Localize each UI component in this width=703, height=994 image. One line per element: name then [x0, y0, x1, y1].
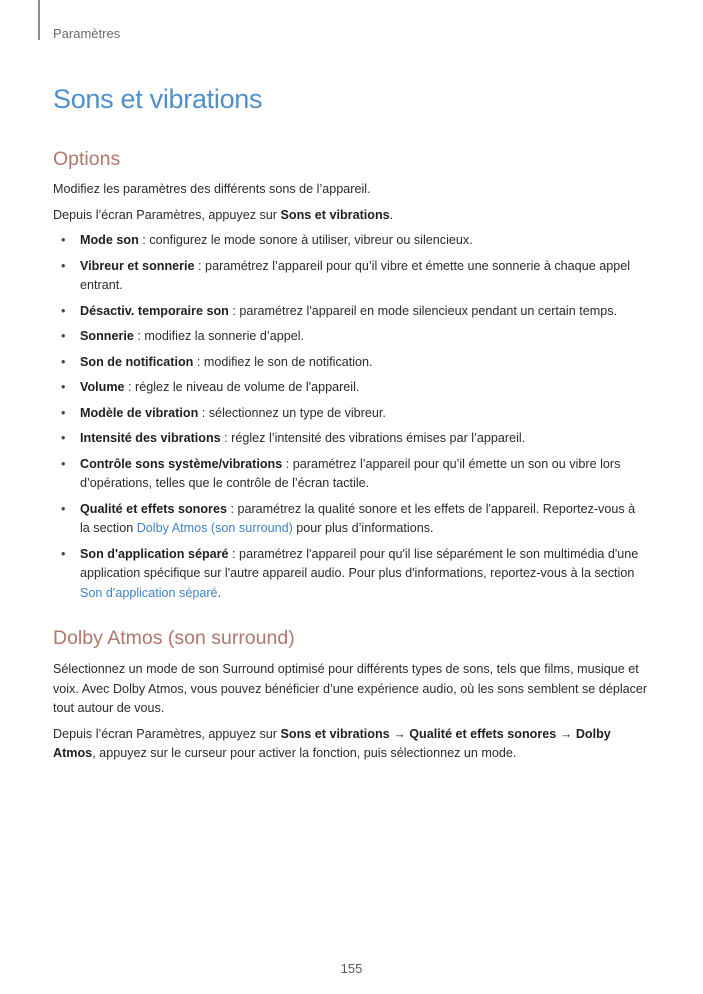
main-content	[53, 146, 648, 764]
link-dolby-atmos[interactable]: Dolby Atmos (son surround)	[136, 521, 293, 535]
header-divider	[38, 0, 40, 40]
options-list	[53, 231, 648, 603]
option-modele-vibration: • Modèle de vibration : sélectionnez un type de vibreur.	[61, 405, 386, 420]
page-title: Sons et vibrations	[53, 84, 263, 114]
option-volume: • Volume : réglez le niveau de volume de l'appareil.	[61, 380, 360, 394]
option-controle-sons: • Contrôle sons système/vibrations : paramétrez l’appareil pour qu’il émette un son ou vibre lors d’opérations, telles que le contrôle de l’écran tactile.	[61, 456, 621, 490]
link-son-application-separe[interactable]: Son d'application séparé	[80, 585, 218, 600]
section-header: Paramètres	[53, 26, 121, 41]
dolby-path: Depuis l’écran Paramètres, appuyez sur Sons et vibrations → Qualité et effets sonores → Dolby Atmos, appuyez sur le curseur pour activer la fonction, puis sélectionnez un mode.	[53, 726, 611, 760]
options-heading: Options	[53, 148, 121, 170]
option-son-application-separe: • Son d'application séparé : paramétrez l'appareil pour qu'il lise séparément le son multimédia d'une application spécifique sur l'autre appareil audio. Pour plus d'informations, reportez-vous à la section Son d'application séparé.	[61, 546, 639, 600]
option-son-notification: • Son de notification : modifiez le son de notification.	[61, 354, 373, 369]
options-intro: Modifiez les paramètres des différents sons de l’appareil.	[53, 182, 371, 196]
option-vibreur-sonnerie: • Vibreur et sonnerie : paramétrez l’appareil pour qu’il vibre et émette une sonnerie à chaque appel entrant.	[61, 258, 631, 292]
option-sonnerie: • Sonnerie : modifiez la sonnerie d’appel.	[61, 329, 305, 343]
page-number: 155	[340, 961, 363, 976]
options-path: Depuis l’écran Paramètres, appuyez sur Sons et vibrations.	[53, 207, 394, 222]
option-qualite-effets: • Qualité et effets sonores : paramétrez la qualité sonore et les effets de l'appareil. Reportez-vous à la section Dolby Atmos (son surround) pour plus d’informations.	[61, 501, 636, 535]
dolby-heading: Dolby Atmos (son surround)	[53, 627, 295, 649]
option-mode-son: • Mode son : configurez le mode sonore à utiliser, vibreur ou silencieux.	[61, 233, 473, 247]
option-intensite-vibrations: • Intensité des vibrations : réglez l’intensité des vibrations émises par l’appareil.	[61, 431, 526, 445]
option-desactiv-temporaire: • Désactiv. temporaire son : paramétrez l'appareil en mode silencieux pendant un certain temps.	[61, 303, 617, 318]
dolby-description: Sélectionnez un mode de son Surround optimisé pour différents types de sons, tels que films, musique et voix. Avec Dolby Atmos, vous pouvez bénéficier d’une expérience audio, où les sons semblent se déplacer tout autour de vous.	[53, 662, 648, 715]
